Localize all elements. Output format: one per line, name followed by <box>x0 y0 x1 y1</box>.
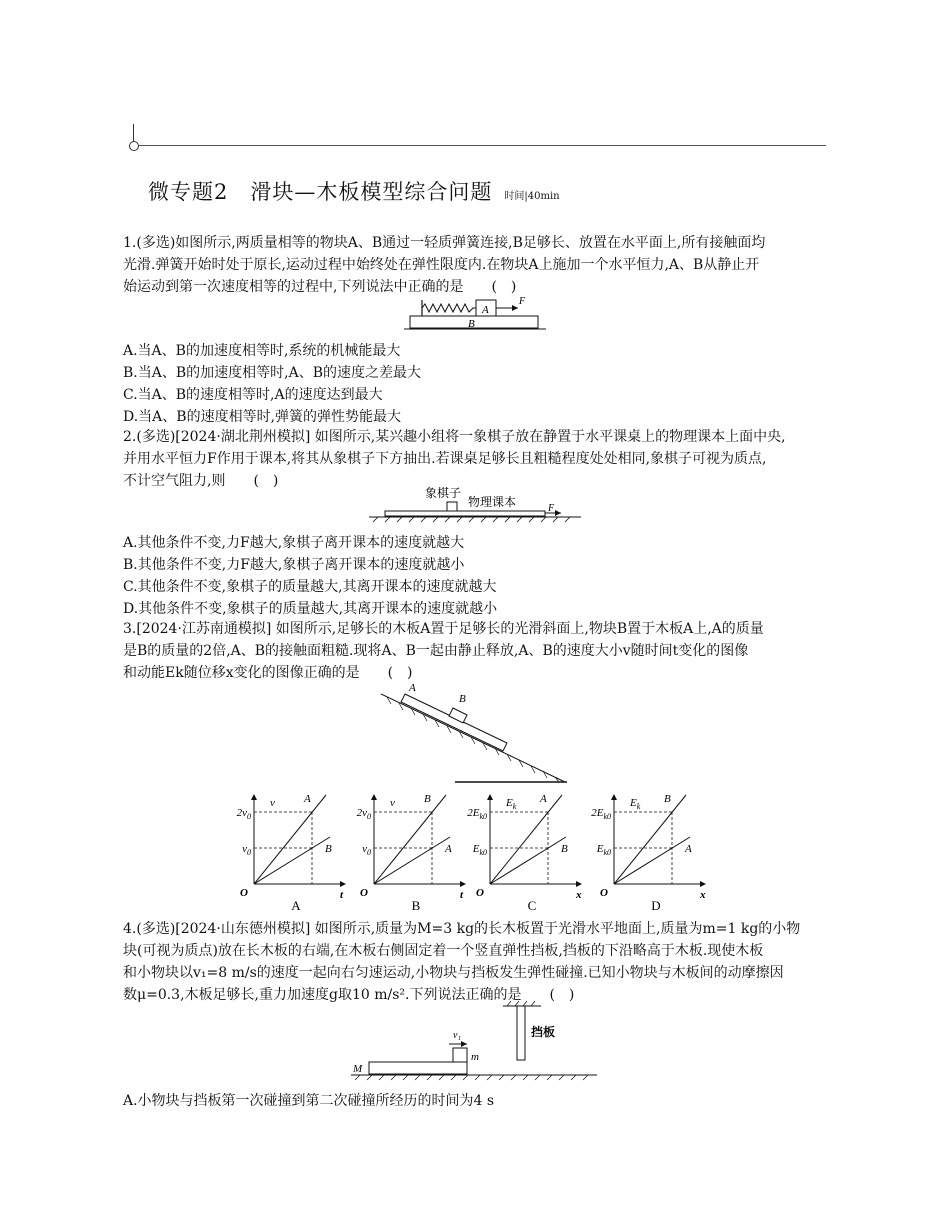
tick-label-top: $2E_{k0}$ <box>591 807 611 821</box>
q2-figure <box>365 484 585 526</box>
q2-stem <box>123 426 828 492</box>
y-axis-arrowhead-icon <box>371 794 377 800</box>
q2-line: 2.(多选)[2024·湖北荆州模拟] 如图所示,某兴趣小组将一象棋子放在静置于水平课桌上的物理课本上面中央, <box>123 429 786 445</box>
q3-stem <box>123 618 828 684</box>
y-axis-label: $E_k$ <box>630 797 641 811</box>
q3-graph-c <box>466 786 596 920</box>
q2-label-book: 物理课本 <box>468 495 517 509</box>
q2-line: 并用水平恒力F作用于课本,将其从象棋子下方抽出.若课桌足够长且粗糙程度处处相同,象棋子可视为质点, <box>123 451 767 467</box>
series-label-steep: A <box>540 793 547 805</box>
q3-line: 和动能Ek随位移x变化的图像正确的是 ( ) <box>123 665 413 681</box>
q4-figure <box>345 1000 605 1084</box>
q2-label-f: F <box>548 503 555 514</box>
y-axis-label: $E_k$ <box>506 797 517 811</box>
page-title <box>148 176 560 206</box>
q4-label-big-m: M <box>353 1063 363 1075</box>
q3-board-a <box>401 694 507 751</box>
q4-arrowhead-icon <box>461 1041 467 1047</box>
q2-option-d: D.其他条件不变,象棋子的质量越大,其离开课本的速度就越小 <box>123 601 498 617</box>
q1-line: 光滑.弹簧开始时处于原长,运动过程中始终处在弹性限度内.在物块A上施加一个水平恒力,A、B从静止开 <box>123 257 760 273</box>
series-label-steep: B <box>664 793 671 805</box>
series-line-steep <box>614 795 686 884</box>
tick-label-top: $2v_0$ <box>356 807 371 821</box>
header-rule <box>133 145 826 146</box>
q1-option-d: D.当A、B的速度相等时,弹簧的弹性势能最大 <box>123 409 402 425</box>
q3-label-a: A <box>409 682 416 694</box>
q2-book <box>385 511 545 516</box>
option-letter: D <box>651 898 661 913</box>
q3-graph-a <box>230 786 360 920</box>
series-line-steep <box>374 795 446 884</box>
x-axis-arrowhead-icon <box>700 881 706 887</box>
series-label-shallow: A <box>445 843 452 855</box>
q1-label-f: F <box>519 296 526 307</box>
q2-option-c: C.其他条件不变,象棋子的质量越大,其离开课本的速度就越大 <box>123 579 497 595</box>
series-line-shallow <box>490 837 566 884</box>
q2-line: 不计空气阻力,则 ( ) <box>123 473 279 489</box>
time-limit: 时间|40min <box>504 191 560 202</box>
option-letter: B <box>411 898 421 913</box>
q3-graph-b <box>350 786 480 920</box>
origin-label: O <box>240 887 248 899</box>
q1-label-b: B <box>468 318 475 330</box>
q1-line: 1.(多选)如图所示,两质量相等的物块A、B通过一轻质弹簧连接,B足够长、放置在水平面上,所有接触面均 <box>123 235 766 251</box>
q4-ceiling-hatching <box>507 1001 535 1006</box>
q1-stem <box>123 232 828 298</box>
tick-label-mid: $v_0$ <box>242 843 251 857</box>
q4-ground-hatching <box>355 1075 588 1080</box>
q2-option-a: A.其他条件不变,力F越大,象棋子离开课本的速度就越大 <box>123 535 465 551</box>
tick-label-mid: $v_0$ <box>362 843 371 857</box>
q4-options <box>123 1090 828 1112</box>
q1-option-a: A.当A、B的加速度相等时,系统的机械能最大 <box>123 343 401 359</box>
q1-line: 始运动到第一次速度相等的过程中,下列说法中正确的是 ( ) <box>123 279 517 295</box>
q3-incline-figure <box>375 678 575 786</box>
q2-label-piece: 象棋子 <box>425 486 462 500</box>
tick-label-top: $2v_0$ <box>236 807 251 821</box>
x-axis-label: t <box>460 889 464 901</box>
q1-option-b: B.当A、B的加速度相等时,A、B的速度之差最大 <box>123 365 421 381</box>
q3-incline-surface <box>381 694 565 782</box>
series-line-shallow <box>374 837 450 884</box>
q2-desk-hatching <box>373 517 570 522</box>
origin-label: O <box>600 887 608 899</box>
q4-line: 和小物块以v₁=8 m/s的速度一起向右匀速运动,小物块与挡板发生弹性碰撞.已知小物块与木板间的动摩擦因 <box>123 965 784 981</box>
q1-figure <box>400 294 550 338</box>
q1-spring <box>422 304 476 312</box>
q4-board-m-large <box>369 1062 467 1074</box>
series-line-steep <box>490 795 562 884</box>
series-line-shallow <box>254 837 330 884</box>
option-letter: C <box>527 898 537 913</box>
series-label-shallow: A <box>685 843 692 855</box>
y-axis-arrowhead-icon <box>611 794 617 800</box>
series-label-shallow: B <box>561 843 568 855</box>
tick-label-mid: $E_{k0}$ <box>596 843 611 857</box>
q1-options <box>123 340 828 428</box>
q1-label-a: A <box>482 304 489 316</box>
q2-arrowhead-icon <box>555 510 561 516</box>
origin-label: O <box>360 887 368 899</box>
q4-label-small-m: m <box>471 1051 479 1063</box>
q3-line: 3.[2024·江苏南通模拟] 如图所示,足够长的木板A置于足够长的光滑斜面上,物块B置于木板A上,A的质量 <box>123 621 764 637</box>
q4-label-v1: v₁ <box>453 1030 461 1041</box>
q2-option-b: B.其他条件不变,力F越大,象棋子离开课本的速度就越小 <box>123 557 465 573</box>
q3-graph-d <box>590 786 720 920</box>
y-axis-label: v <box>270 797 275 809</box>
q1-arrowhead-icon <box>512 305 518 311</box>
tick-label-top: $2E_{k0}$ <box>467 807 487 821</box>
q4-line: 4.(多选)[2024·山东德州模拟] 如图所示,质量为M=3 kg的长木板置于光滑水平地面上,质量为m=1 kg的小物 <box>123 921 801 937</box>
q4-option-a: A.小物块与挡板第一次碰撞到第二次碰撞所经历的时间为4 s <box>123 1093 495 1109</box>
q2-options <box>123 532 828 620</box>
series-line-steep <box>254 795 326 884</box>
x-axis-arrowhead-icon <box>576 881 582 887</box>
q4-line: 块(可视为质点)放在长木板的右端,在木板右侧固定着一个竖直弹性挡板,挡板的下沿略高于木板.现使木板 <box>123 943 764 959</box>
option-letter: A <box>291 898 301 913</box>
y-axis-arrowhead-icon <box>487 794 493 800</box>
series-label-shallow: B <box>325 843 332 855</box>
origin-label: O <box>476 887 484 899</box>
q4-block-m-small <box>453 1048 467 1062</box>
x-axis-label: x <box>576 889 582 901</box>
q4-baffle <box>517 1006 525 1060</box>
q4-stem <box>123 918 828 1006</box>
series-label-steep: B <box>424 793 431 805</box>
series-line-shallow <box>614 837 690 884</box>
y-axis-arrowhead-icon <box>251 794 257 800</box>
q1-option-c: C.当A、B的速度相等时,A的速度达到最大 <box>123 387 383 403</box>
header-marker-icon <box>129 141 139 151</box>
q4-line: 数μ=0.3,木板足够长,重力加速度g取10 m/s².下列说法正确的是 ( ) <box>123 987 575 1003</box>
q4-label-baffle: 挡板 <box>531 1025 556 1039</box>
x-axis-arrowhead-icon <box>340 881 346 887</box>
y-axis-label: v <box>390 797 395 809</box>
title-text: 微专题2 滑块—木板模型综合问题 <box>148 180 493 204</box>
tick-label-mid: $E_{k0}$ <box>472 843 487 857</box>
q2-chess-piece <box>447 502 457 511</box>
x-axis-label: t <box>340 889 344 901</box>
q3-label-b: B <box>459 693 466 705</box>
q3-line: 是B的质量的2倍,A、B的接触面粗糙.现将A、B一起由静止释放,A、B的速度大小v随时间t变化的图像 <box>123 643 749 659</box>
series-label-steep: A <box>304 793 311 805</box>
x-axis-label: x <box>700 889 706 901</box>
